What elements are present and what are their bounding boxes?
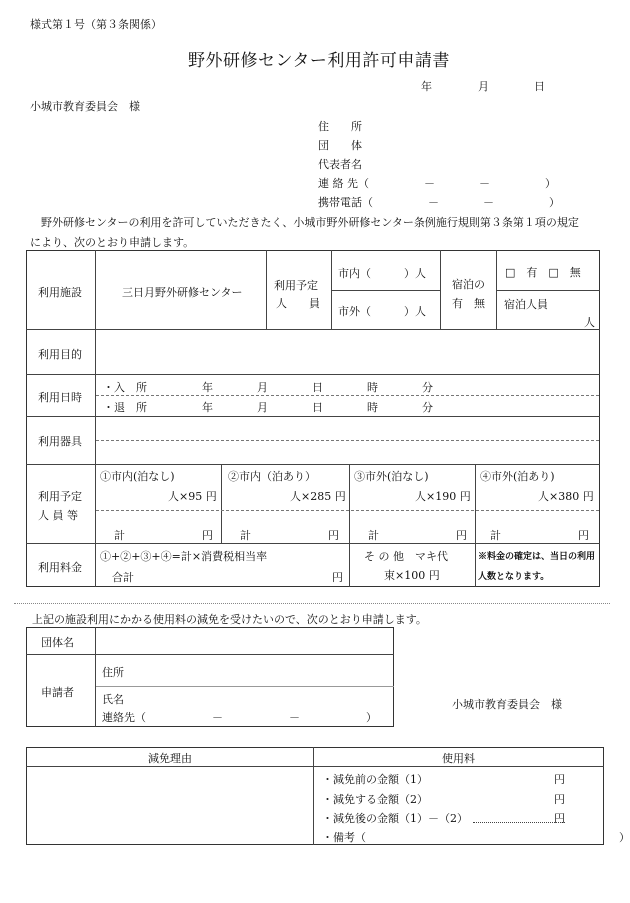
fee-total: 合計 円 xyxy=(112,571,343,584)
page-title: 野外研修センター利用許可申請書 xyxy=(188,51,450,71)
cut-line xyxy=(14,603,610,604)
reduction-group-label: 団体名 xyxy=(41,636,74,649)
reduction-reason-header: 減免理由 xyxy=(148,752,192,765)
category-2-total: 計 円 xyxy=(240,529,339,542)
stay-people-label: 宿泊人員 xyxy=(504,298,548,311)
fee-note-2: 人数となります。 xyxy=(478,572,550,582)
expected-people-label-2: 人 員 xyxy=(276,297,320,310)
applicant-contact: 連 絡 先（ － － ） xyxy=(318,177,556,190)
addressee: 小城市教育委員会 様 xyxy=(30,100,140,113)
intro-line-1: 野外研修センターの利用を許可していただきたく、小城市野外研修センター条例施行規則第３条第１項の規定 xyxy=(41,216,579,229)
fee-header: 使用料 xyxy=(442,752,475,765)
category-4-rate: 人×380 円 xyxy=(538,490,594,503)
applicant-address: 住 所 xyxy=(318,120,362,133)
fee-after-yen: 円 xyxy=(554,812,565,825)
fee-note-1: ※料金の確定は、当日の利用 xyxy=(478,552,596,562)
facility-value: 三日月野外研修センター xyxy=(122,286,243,299)
facility-label: 利用施設 xyxy=(38,286,82,299)
category-3-name: ③市外(泊なし) xyxy=(354,470,429,483)
category-1-rate: 人×95 円 xyxy=(168,490,217,503)
reduction-intro: 上記の施設利用にかかる使用料の減免を受けたいので、次のとおり申請します。 xyxy=(32,613,427,626)
reduction-contact[interactable]: 連絡先（ － － ） xyxy=(102,711,377,724)
category-4-name: ④市外(泊あり) xyxy=(480,470,555,483)
reduction-name-label: 氏名 xyxy=(102,693,124,706)
stay-label-1: 宿泊の xyxy=(452,278,485,291)
purpose-label: 利用目的 xyxy=(38,348,82,361)
fee-reduced-label: ・減免する金額（2） xyxy=(322,793,428,806)
date-year: 年 xyxy=(421,80,432,93)
datetime-label: 利用日時 xyxy=(38,391,82,404)
intro-line-2: により、次のとおり申請します。 xyxy=(30,236,195,249)
fee-after-label: ・減免後の金額（1）－（2） xyxy=(322,812,468,825)
remarks-line[interactable]: ・備考（ ） xyxy=(322,831,630,844)
outside-city-count[interactable]: 市外（ ）人 xyxy=(338,305,426,318)
reduction-applicant-label: 申請者 xyxy=(41,686,74,699)
checkout-line[interactable]: ・退 所 年 月 日 時 分 xyxy=(103,401,433,414)
date-day: 日 xyxy=(534,80,545,93)
fee-label: 利用料金 xyxy=(38,561,82,574)
category-2-rate: 人×285 円 xyxy=(290,490,346,503)
expected-people-detail-label-2: 人 員 等 xyxy=(38,509,78,522)
expected-people-label-1: 利用予定 xyxy=(274,279,318,292)
form-number: 様式第１号（第３条関係） xyxy=(30,18,162,31)
reduction-address-label: 住所 xyxy=(102,666,124,679)
category-1-total: 計 円 xyxy=(114,529,213,542)
fee-formula: ①+②+③+④=計×消費税相当率 xyxy=(100,550,268,563)
other-fee-unit: 束×100 円 xyxy=(384,569,440,582)
date-month: 月 xyxy=(478,80,489,93)
fee-reduced-yen: 円 xyxy=(554,793,565,806)
fee-before-label: ・減免前の金額（1） xyxy=(322,773,428,786)
stay-people-unit: 人 xyxy=(584,316,595,329)
fee-after-underline[interactable] xyxy=(473,810,565,823)
checkin-line[interactable]: ・入 所 年 月 日 時 分 xyxy=(103,381,433,394)
inside-city-count[interactable]: 市内（ ）人 xyxy=(338,267,426,280)
category-1-name: ①市内(泊なし) xyxy=(100,470,175,483)
category-4-total: 計 円 xyxy=(490,529,589,542)
category-2-name: ②市内（泊あり） xyxy=(228,470,316,483)
expected-people-detail-label-1: 利用予定 xyxy=(38,490,82,503)
applicant-mobile: 携帯電話（ － － ） xyxy=(318,196,560,209)
category-3-total: 計 円 xyxy=(368,529,467,542)
applicant-group: 団 体 xyxy=(318,139,362,152)
stay-checkbox[interactable]: □ 有 □ 無 xyxy=(505,266,581,279)
applicant-representative: 代表者名 xyxy=(318,158,362,171)
category-3-rate: 人×190 円 xyxy=(415,490,471,503)
fee-before-yen: 円 xyxy=(554,773,565,786)
stay-label-2: 有 無 xyxy=(452,297,485,310)
reduction-addressee: 小城市教育委員会 様 xyxy=(452,698,562,711)
other-fee-label: そ の 他 マキ代 xyxy=(364,550,448,563)
equipment-label: 利用器具 xyxy=(38,435,82,448)
